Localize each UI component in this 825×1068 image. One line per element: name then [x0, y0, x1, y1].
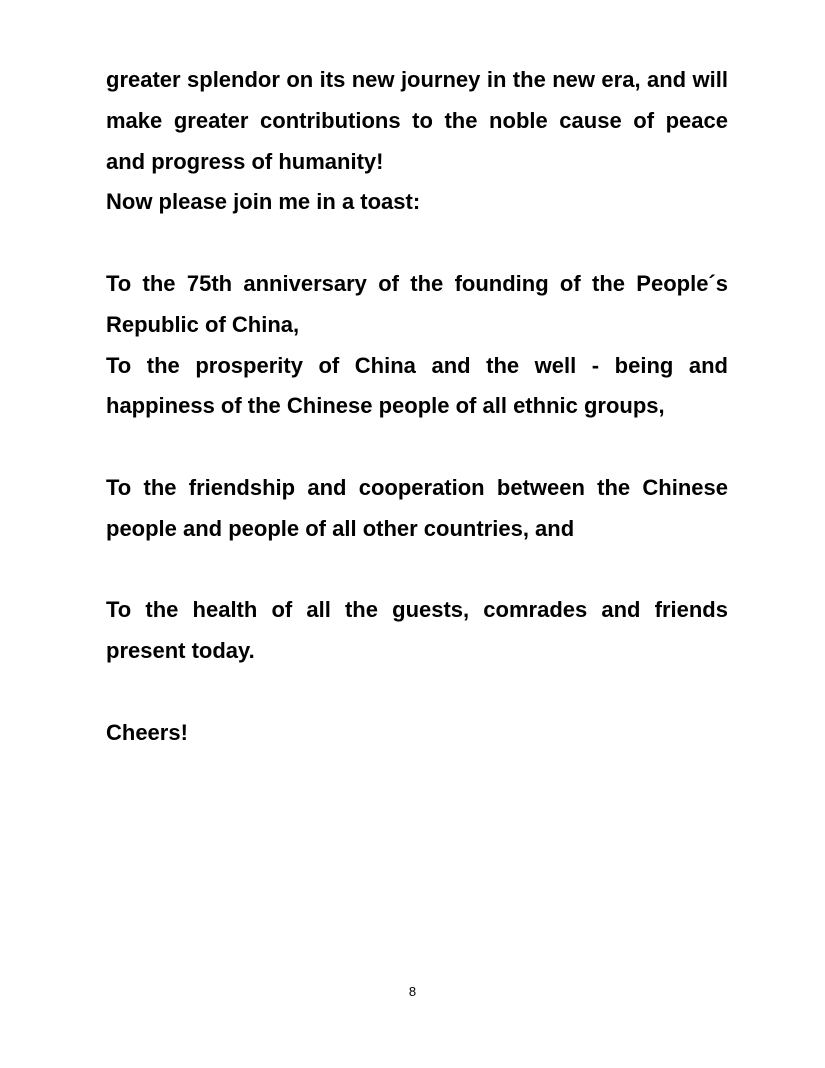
paragraph-toast-invitation: Now please join me in a toast: — [106, 189, 421, 215]
paragraph-toast-prosperity: To the prosperity of China and the well - being and happiness of the Chinese people of all ethnic groups, — [106, 352, 728, 419]
document-body — [106, 60, 728, 754]
paragraph-toast-anniversary: To the 75th anniversary of the founding of the People´s Republic of China, — [106, 270, 728, 337]
paragraph-spacer — [106, 427, 728, 468]
paragraph-closing-wish: greater splendor on its new journey in the new era, and will make greater contributions to the noble cause of peace and progress of humanity! — [106, 67, 728, 174]
paragraph-toast-friendship: To the friendship and cooperation between the Chinese people and people of all other countries, and — [106, 474, 728, 541]
paragraph-toast-health: To the health of all the guests, comrades and friends present today. — [106, 597, 728, 664]
paragraph-spacer — [106, 672, 728, 713]
paragraph-cheers: Cheers! — [106, 719, 188, 745]
page-number: 8 — [408, 984, 417, 999]
paragraph-spacer — [106, 550, 728, 591]
paragraph-spacer — [106, 223, 728, 264]
